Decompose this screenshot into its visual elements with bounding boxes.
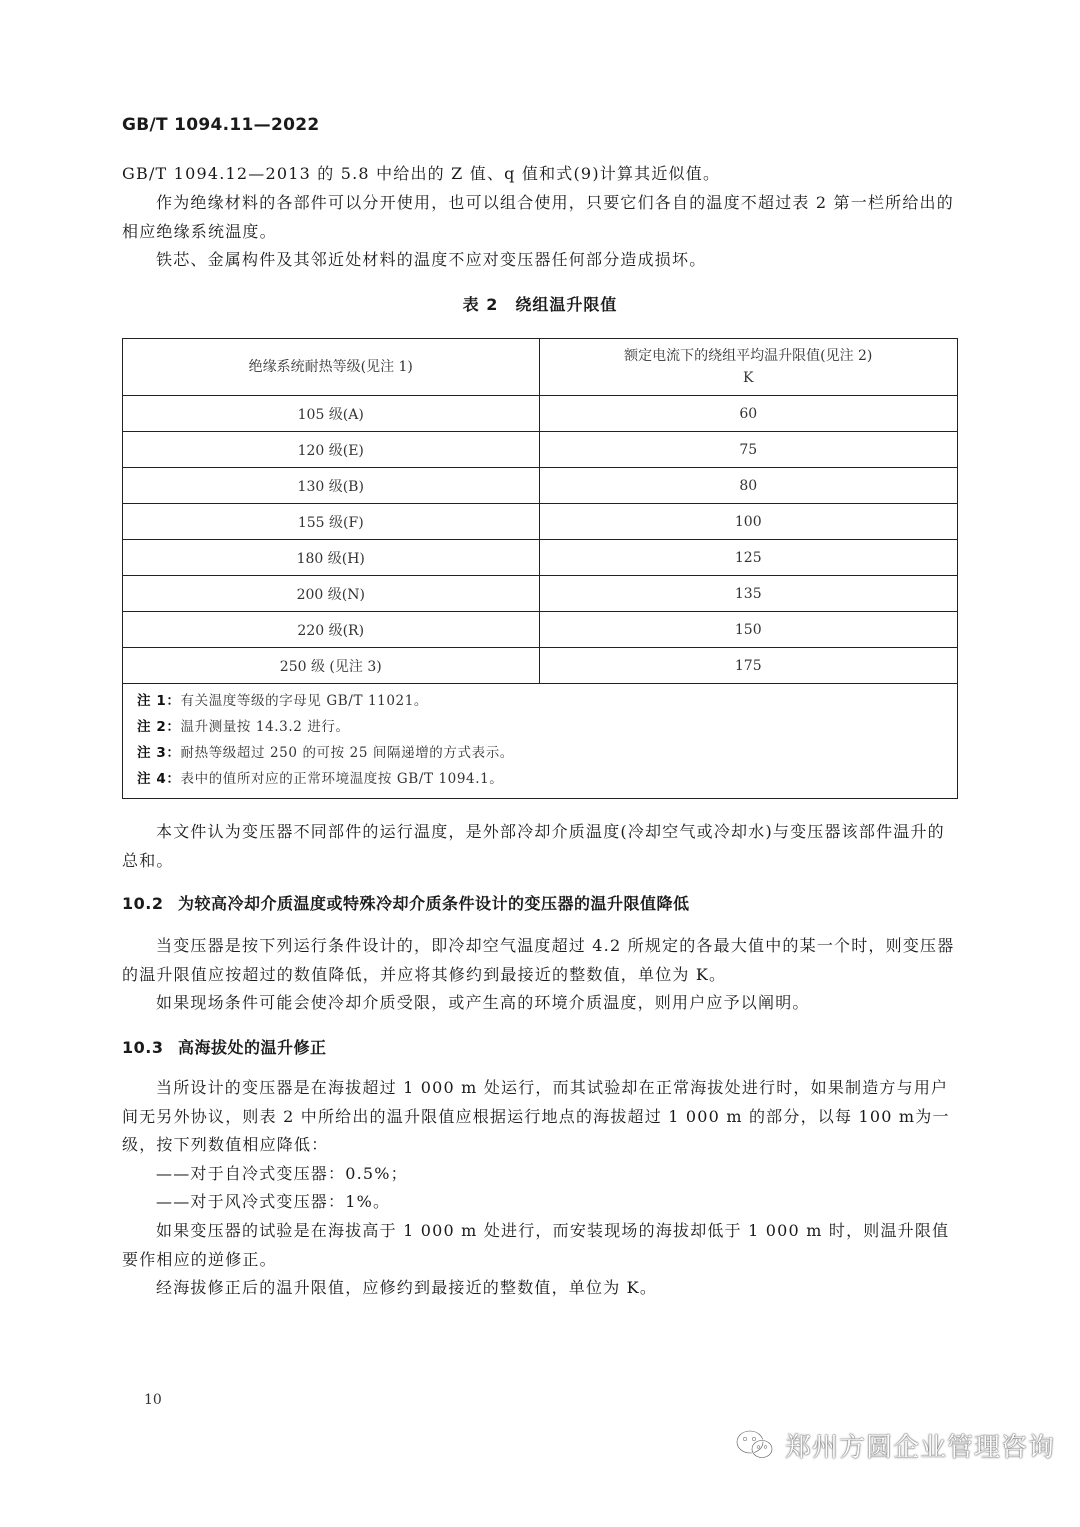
cell-insulation-class: 180 级(H) bbox=[123, 540, 540, 576]
cell-limit-value: 135 bbox=[539, 576, 958, 612]
section-number: 10.2 bbox=[122, 894, 164, 913]
cell-insulation-class: 220 级(R) bbox=[123, 612, 540, 648]
list-item: ——对于风冷式变压器：1%。 bbox=[156, 1192, 391, 1211]
table-row bbox=[123, 648, 958, 684]
table-row bbox=[123, 396, 958, 432]
column-header-limit bbox=[539, 339, 958, 396]
table-note bbox=[137, 714, 943, 740]
note-label: 注 4： bbox=[137, 771, 181, 787]
table-header-row bbox=[123, 339, 958, 396]
section-heading-10-3 bbox=[122, 1035, 327, 1058]
table-notes-row bbox=[123, 684, 958, 799]
section-title: 为较高冷却介质温度或特殊冷却介质条件设计的变压器的温升限值降低 bbox=[178, 894, 690, 913]
watermark bbox=[735, 1425, 1055, 1465]
section-title: 高海拔处的温升修正 bbox=[178, 1038, 327, 1057]
cell-insulation-class: 155 级(F) bbox=[123, 504, 540, 540]
table-note bbox=[137, 740, 943, 766]
cell-limit-value: 60 bbox=[539, 396, 958, 432]
page-number: 10 bbox=[144, 1392, 162, 1408]
cell-insulation-class: 250 级 (见注 3) bbox=[123, 648, 540, 684]
table-row bbox=[123, 432, 958, 468]
table-note bbox=[137, 688, 943, 714]
column-header-limit-label: 额定电流下的绕组平均温升限值(见注 2) bbox=[624, 348, 873, 364]
standard-code: GB/T 1094.11—2022 bbox=[122, 115, 320, 135]
table-caption: 表 2 绕组温升限值 bbox=[462, 295, 618, 314]
temperature-rise-table bbox=[122, 338, 958, 799]
intro-paragraph-1: GB/T 1094.12—2013 的 5.8 中给出的 Z 值、q 值和式(9)计算其近似值。 bbox=[122, 164, 721, 183]
cell-insulation-class: 130 级(B) bbox=[123, 468, 540, 504]
table-row bbox=[123, 540, 958, 576]
note-label: 注 3： bbox=[137, 745, 181, 761]
column-header-unit: K bbox=[743, 370, 754, 386]
cell-insulation-class: 200 级(N) bbox=[123, 576, 540, 612]
cell-limit-value: 150 bbox=[539, 612, 958, 648]
intro-paragraph-2: 作为绝缘材料的各部件可以分开使用，也可以组合使用，只要它们各自的温度不超过表 2 第一栏所给出的相应绝缘系统温度。 bbox=[122, 193, 954, 241]
note-text: 耐热等级超过 250 的可按 25 间隔递增的方式表示。 bbox=[180, 745, 514, 761]
table-row bbox=[123, 468, 958, 504]
section-10-2-paragraph-2: 如果现场条件可能会使冷却介质受限，或产生高的环境介质温度，则用户应予以阐明。 bbox=[156, 993, 810, 1012]
cell-limit-value: 175 bbox=[539, 648, 958, 684]
note-label: 注 2： bbox=[137, 719, 181, 735]
cell-limit-value: 75 bbox=[539, 432, 958, 468]
wechat-icon bbox=[735, 1428, 775, 1462]
section-10-2-paragraph-1: 当变压器是按下列运行条件设计的，即冷却空气温度超过 4.2 所规定的各最大值中的某一个时，则变压器的温升限值应按超过的数值降低，并应将其修约到最接近的整数值，单位为 K。 bbox=[122, 936, 955, 984]
note-label: 注 1： bbox=[137, 693, 181, 709]
table-row bbox=[123, 504, 958, 540]
table-row bbox=[123, 612, 958, 648]
note-text: 温升测量按 14.3.2 进行。 bbox=[180, 719, 350, 735]
cell-limit-value: 125 bbox=[539, 540, 958, 576]
table-row bbox=[123, 576, 958, 612]
table-note bbox=[137, 766, 943, 792]
section-10-3-paragraph-2: 如果变压器的试验是在海拔高于 1 000 m 处进行，而安装现场的海拔却低于 1 000 m 时，则温升限值要作相应的逆修正。 bbox=[122, 1221, 950, 1269]
section-10-3-paragraph-1: 当所设计的变压器是在海拔超过 1 000 m 处运行，而其试验却在正常海拔处进行时，如果制造方与用户间无另外协议，则表 2 中所给出的温升限值应根据运行地点的海拔超过 1 000 m 的部分，以每 100 m为一级，按下列数值相应降低： bbox=[122, 1078, 950, 1154]
cell-insulation-class: 120 级(E) bbox=[123, 432, 540, 468]
section-heading-10-2 bbox=[122, 891, 690, 914]
list-item: ——对于自冷式变压器：0.5%； bbox=[156, 1164, 408, 1183]
after-table-paragraph: 本文件认为变压器不同部件的运行温度，是外部冷却介质温度(冷却空气或冷却水)与变压器该部件温升的总和。 bbox=[122, 822, 945, 870]
watermark-text: 郑州方圆企业管理咨询 bbox=[785, 1432, 1056, 1463]
intro-paragraph-3: 铁芯、金属构件及其邻近处材料的温度不应对变压器任何部分造成损坏。 bbox=[156, 250, 707, 269]
cell-limit-value: 80 bbox=[539, 468, 958, 504]
cell-insulation-class: 105 级(A) bbox=[123, 396, 540, 432]
note-text: 有关温度等级的字母见 GB/T 11021。 bbox=[180, 693, 428, 709]
section-10-3-paragraph-3: 经海拔修正后的温升限值，应修约到最接近的整数值，单位为 K。 bbox=[156, 1278, 658, 1297]
cell-limit-value: 100 bbox=[539, 504, 958, 540]
column-header-insulation-class: 绝缘系统耐热等级(见注 1) bbox=[123, 339, 540, 396]
table-notes bbox=[123, 684, 958, 799]
section-number: 10.3 bbox=[122, 1038, 164, 1057]
note-text: 表中的值所对应的正常环境温度按 GB/T 1094.1。 bbox=[180, 771, 504, 787]
